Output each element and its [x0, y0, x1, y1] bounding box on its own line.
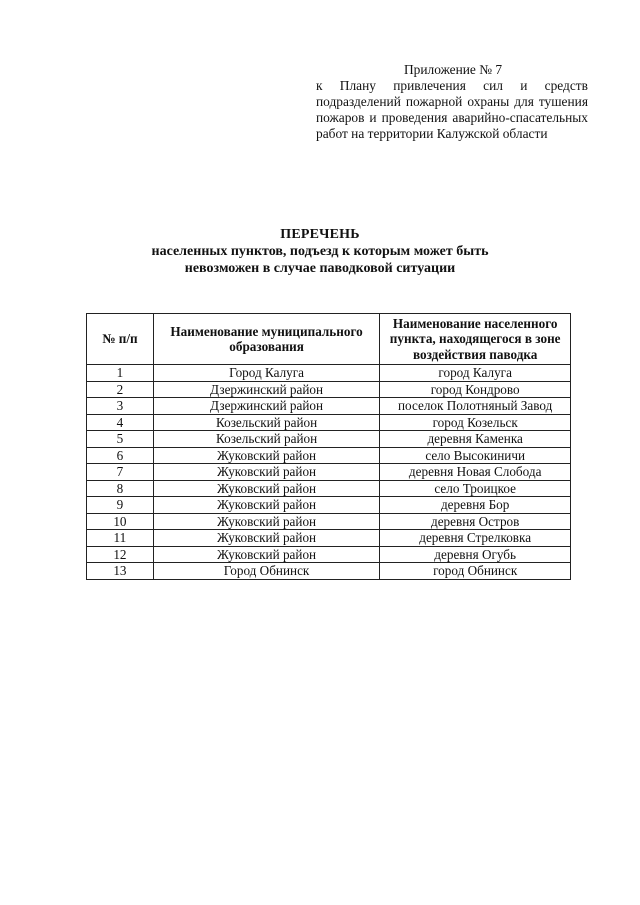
cell-municipality: Жуковский район: [153, 530, 380, 547]
cell-num: 2: [87, 381, 154, 398]
table-row: [87, 381, 571, 398]
table-row: [87, 431, 571, 448]
cell-settlement: деревня Остров: [380, 513, 571, 530]
header-municipality: Наименование муниципального образования: [153, 314, 380, 365]
cell-num: 3: [87, 398, 154, 415]
cell-settlement: город Козельск: [380, 414, 571, 431]
appendix-text: к Плану привлечения сил и средств подразделений пожарной охраны для тушения пожаров и проведения аварийно-спасательных работ на территории Калужской области: [316, 78, 588, 141]
cell-num: 4: [87, 414, 154, 431]
table-row: [87, 563, 571, 580]
table-row: [87, 546, 571, 563]
cell-municipality: Дзержинский район: [153, 398, 380, 415]
cell-municipality: Козельский район: [153, 414, 380, 431]
appendix-block: [316, 62, 588, 142]
cell-num: 11: [87, 530, 154, 547]
cell-municipality: Жуковский район: [153, 480, 380, 497]
cell-municipality: Жуковский район: [153, 513, 380, 530]
table-row: [87, 365, 571, 382]
cell-municipality: Жуковский район: [153, 447, 380, 464]
cell-settlement: деревня Новая Слобода: [380, 464, 571, 481]
title-line-2: населенных пунктов, подъезд к которым может быть: [151, 244, 489, 259]
settlements-table: [86, 313, 571, 580]
cell-settlement: деревня Огубь: [380, 546, 571, 563]
cell-num: 1: [87, 365, 154, 382]
cell-num: 5: [87, 431, 154, 448]
table-row: [87, 414, 571, 431]
cell-municipality: Жуковский район: [153, 464, 380, 481]
table-row: [87, 398, 571, 415]
cell-municipality: Город Калуга: [153, 365, 380, 382]
cell-num: 10: [87, 513, 154, 530]
appendix-number: Приложение № 7: [404, 62, 503, 77]
title-heading: ПЕРЕЧЕНЬ: [280, 227, 360, 242]
cell-settlement: село Троицкое: [380, 480, 571, 497]
cell-num: 8: [87, 480, 154, 497]
table-row: [87, 464, 571, 481]
table-header-row: [87, 314, 571, 365]
table-row: [87, 480, 571, 497]
title-line-3: невозможен в случае паводковой ситуации: [184, 261, 456, 276]
cell-settlement: поселок Полотняный Завод: [380, 398, 571, 415]
cell-municipality: Жуковский район: [153, 546, 380, 563]
cell-settlement: город Кондрово: [380, 381, 571, 398]
cell-municipality: Город Обнинск: [153, 563, 380, 580]
cell-num: 7: [87, 464, 154, 481]
cell-settlement: город Обнинск: [380, 563, 571, 580]
cell-settlement: деревня Бор: [380, 497, 571, 514]
cell-municipality: Козельский район: [153, 431, 380, 448]
cell-num: 6: [87, 447, 154, 464]
header-num: № п/п: [87, 314, 154, 365]
cell-settlement: деревня Каменка: [380, 431, 571, 448]
table-row: [87, 513, 571, 530]
cell-settlement: деревня Стрелковка: [380, 530, 571, 547]
cell-settlement: город Калуга: [380, 365, 571, 382]
cell-municipality: Дзержинский район: [153, 381, 380, 398]
cell-num: 12: [87, 546, 154, 563]
cell-num: 9: [87, 497, 154, 514]
document-title: [0, 226, 640, 277]
cell-settlement: село Высокиничи: [380, 447, 571, 464]
cell-municipality: Жуковский район: [153, 497, 380, 514]
table-row: [87, 530, 571, 547]
header-settlement: Наименование населенного пункта, находящегося в зоне воздействия паводка: [380, 314, 571, 365]
table-row: [87, 447, 571, 464]
cell-num: 13: [87, 563, 154, 580]
table-row: [87, 497, 571, 514]
